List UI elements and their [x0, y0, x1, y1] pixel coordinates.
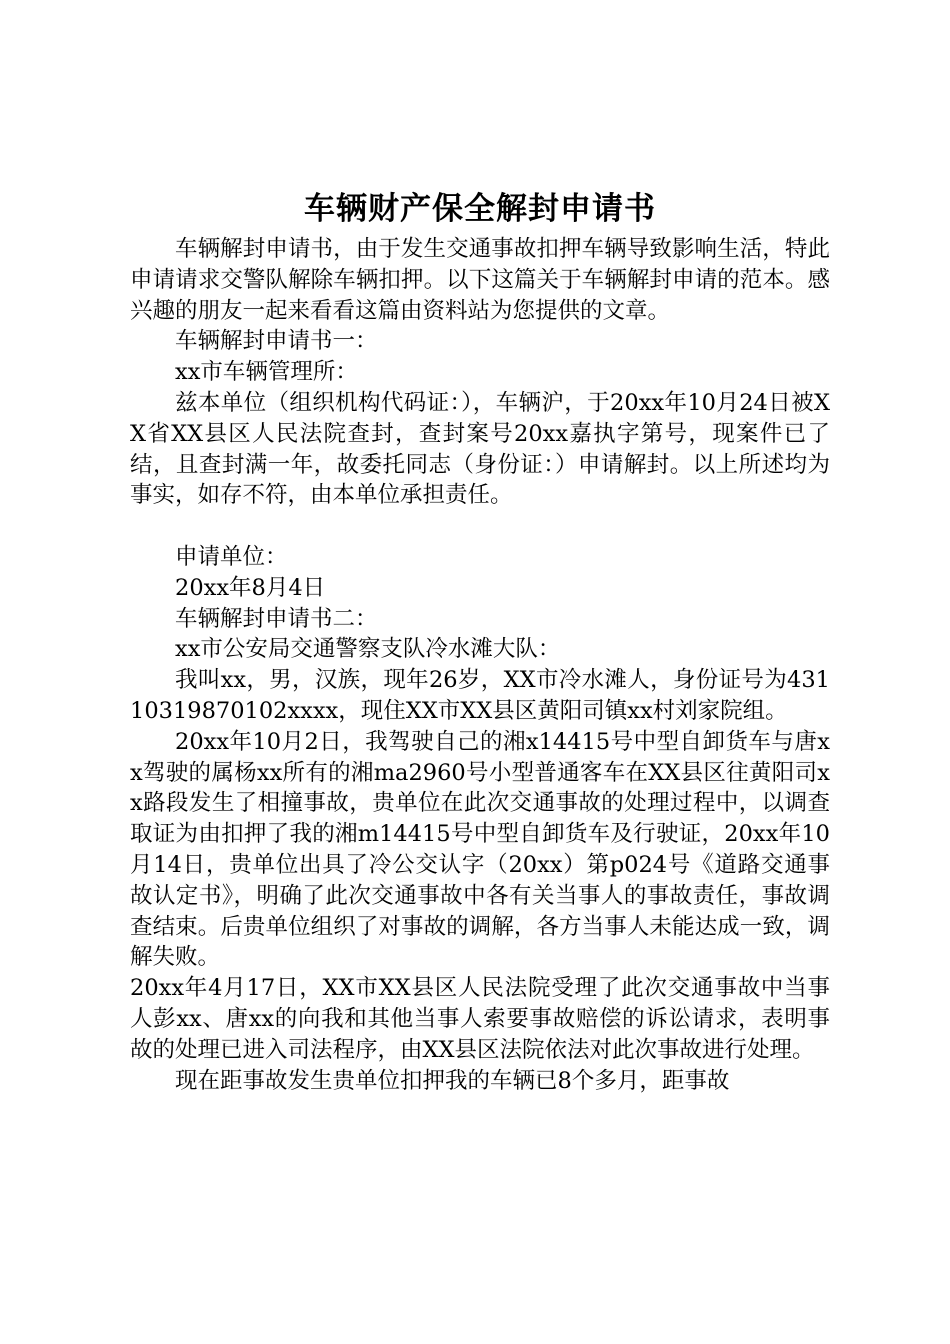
- document-page: [130, 186, 830, 1096]
- closing-paragraph: 现在距事故发生贵单位扣押我的车辆已8个多月，距事故: [175, 1067, 730, 1094]
- addressee-one: xx市车辆管理所：: [175, 359, 358, 386]
- applicant-label: 申请单位：: [175, 543, 288, 570]
- section-heading-one: 车辆解封申请书一：: [175, 328, 378, 355]
- court-paragraph: 20xx年4月17日，XX市XX县区人民法院受理了此次交通事故中当事人彭xx、唐xx的向我和其他当事人索要事故赔偿的诉讼请求，表明事故的处理已进入司法程序，由XX县区法院依法对此次事故进行处理。: [130, 975, 830, 1063]
- application-date: 20xx年8月4日: [175, 574, 326, 601]
- intro-paragraph: 车辆解封申请书，由于发生交通事故扣押车辆导致影响生活，特此申请请求交警队解除车辆扣押。以下这篇关于车辆解封申请的范本。感兴趣的朋友一起来看看这篇由资料站为您提供的文章。: [130, 236, 830, 324]
- document-title: 车辆财产保全解封申请书: [304, 191, 656, 227]
- accident-paragraph: 20xx年10月2日，我驾驶自己的湘x14415号中型自卸货车与唐xx驾驶的属杨xx所有的湘ma2960号小型普通客车在XX县区往黄阳司xx路段发生了相撞事故，贵单位在此次交通事故的处理过程中，以调查取证为由扣押了我的湘m14415号中型自卸货车及行驶证，20xx年10月14日，贵单位出具了冷公交认字（20xx）第p024号《道路交通事故认定书》，明确了此次交通事故中各有关当事人的事故责任，事故调查结束。后贵单位组织了对事故的调解，各方当事人未能达成一致，调解失败。: [130, 728, 830, 971]
- addressee-two: xx市公安局交通警察支队冷水滩大队：: [175, 636, 561, 663]
- body-paragraph-one: 兹本单位（组织机构代码证：），车辆沪，于20xx年10月24日被XX省XX县区人民法院查封，查封案号20xx嘉执字第号，现案件已了结，且查封满一年，故委托同志（身份证：）申请解封。以上所述均为事实，如存不符，由本单位承担责任。: [130, 389, 830, 509]
- section-heading-two: 车辆解封申请书二：: [175, 605, 378, 632]
- blank-line: [130, 511, 830, 542]
- personal-info-paragraph: 我叫xx，男，汉族，现年26岁，XX市冷水滩人，身份证号为43110319870102xxxx，现住XX市XX县区黄阳司镇xx村刘家院组。: [130, 667, 830, 724]
